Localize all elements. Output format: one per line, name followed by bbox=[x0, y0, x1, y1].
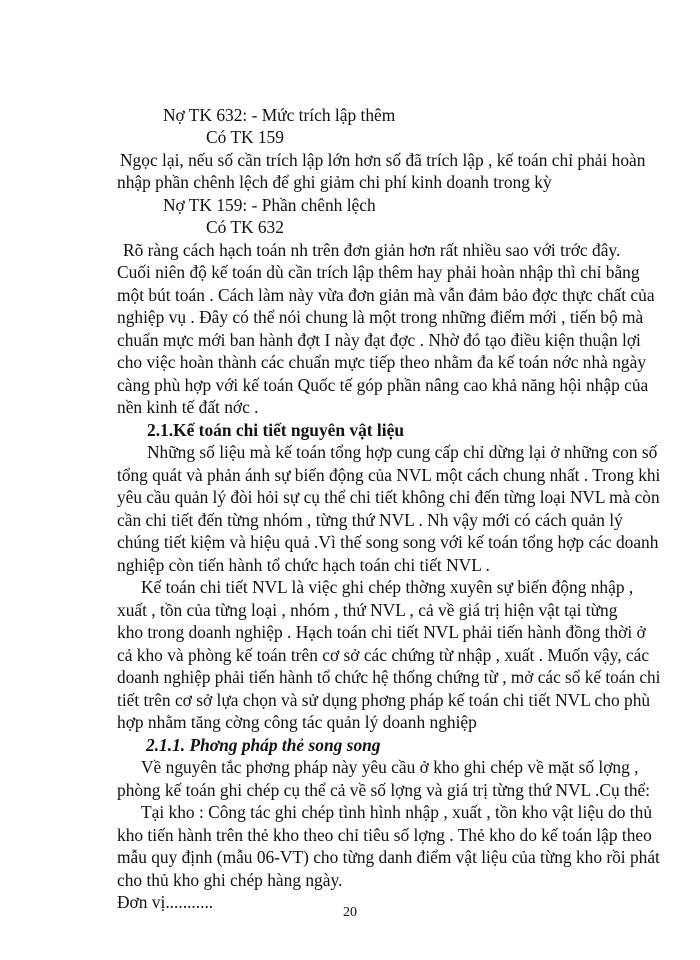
text-line: Rõ ràng cách hạch toán nh trên đơn giản hơn rất nhiều sao với trớc đây. bbox=[123, 240, 621, 260]
text-line: yêu cầu quản lý đòi hỏi sự cụ thể chi tiết không chỉ đến từng loại NVL mà còn bbox=[117, 487, 660, 507]
text-line: mẫu quy định (mẫu 06-VT) cho từng danh điểm vật liệu của từng kho rồi phát bbox=[117, 847, 660, 867]
text-line: cả kho và phòng kế toán trên cơ sở các chứng từ nhập , xuất . Muốn vậy, các bbox=[117, 645, 650, 665]
text-line: tiết trên cơ sở lựa chọn và sử dụng phơng pháp kế toán chi tiết NVL cho phù bbox=[117, 690, 651, 710]
text-line: chúng tiết kiệm và hiệu quả .Vì thế song song với kế toán tổng hợp các doanh bbox=[117, 532, 659, 552]
text-line: Có TK 159 bbox=[206, 127, 284, 147]
text-line: Kế toán chi tiết NVL là việc ghi chép thờng xuyên sự biến động nhập , bbox=[141, 577, 634, 597]
text-line: kho trong doanh nghiệp . Hạch toán chi tiết NVL phải tiến hành đồng thời ở bbox=[117, 622, 646, 642]
text-line: phòng kế toán ghi chép cụ thể cả về số lợng và giá trị từng thứ NVL .Cụ thể: bbox=[117, 780, 651, 800]
text-line: Có TK 632 bbox=[206, 217, 284, 237]
text-line: hợp nhằm tăng cờng công tác quản lý doanh nghiệp bbox=[117, 712, 477, 732]
subsection-heading: 2.1.1. Phơng pháp thẻ song song bbox=[146, 735, 381, 755]
text-line: Cuối niên độ kế toán dù cần trích lập thêm hay phải hoàn nhập thì chỉ bằng bbox=[117, 262, 640, 282]
text-line: kho tiến hành trên thẻ kho theo chỉ tiêu số lợng . Thẻ kho do kế toán lập theo bbox=[117, 825, 652, 845]
text-line: chuẩn mực mới ban hành đợt I này đạt đợc . Nhờ đó tạo điều kiện thuận lợi bbox=[117, 330, 641, 350]
text-line: tổng quát và phản ánh sự biến động của NVL một cách chung nhất . Trong khi bbox=[117, 465, 661, 485]
text-line: Ngọc lại, nếu số cần trích lập lớn hơn số đã trích lập , kế toán chỉ phải hoàn bbox=[120, 150, 646, 170]
text-line: cho thủ kho ghi chép hàng ngày. bbox=[117, 870, 343, 890]
text-line: Những số liệu mà kế toán tổng hợp cung cấp chỉ dừng lại ở những con số bbox=[147, 442, 658, 462]
text-line: cho việc hoàn thành các chuẩn mực tiếp theo nhằm đa kế toán nớc nhà ngày bbox=[117, 352, 647, 372]
text-line: nền kinh tế đất nớc . bbox=[117, 397, 259, 417]
text-line: càng phù hợp với kế toán Quốc tế góp phần nâng cao khả năng hội nhập của bbox=[117, 375, 649, 395]
text-line: nghiệp còn tiến hành tổ chức hạch toán chi tiết NVL . bbox=[117, 555, 490, 575]
text-line: doanh nghiệp phải tiến hành tổ chức hệ thống chứng từ , mở các sổ kế toán chi bbox=[117, 667, 661, 687]
text-line: một bút toán . Cách làm này vừa đơn giản mà vẫn đảm bảo đợc thực chất của bbox=[117, 285, 655, 305]
text-line: cần chi tiết đến từng nhóm , từng thứ NVL . Nh vậy mới có cách quản lý bbox=[117, 510, 623, 530]
text-line: Tại kho : Công tác ghi chép tình hình nhập , xuất , tồn kho vật liệu do thủ bbox=[141, 802, 653, 822]
text-line: Nợ TK 632: - Mức trích lập thêm bbox=[163, 105, 396, 125]
text-line: Đơn vị........... bbox=[117, 892, 214, 912]
text-line: nhập phần chênh lệch để ghi giảm chi phí kinh doanh trong kỳ bbox=[117, 172, 552, 192]
text-line: Nợ TK 159: - Phần chênh lệch bbox=[163, 195, 376, 215]
text-line: nghiệp vụ . Đây có thể nói chung là một trong những điểm mới , tiến bộ mà bbox=[117, 307, 644, 327]
text-line: xuất , tồn của từng loại , nhóm , thứ NVL , cả về giá trị hiện vật tại từng bbox=[117, 600, 618, 620]
text-line: Về nguyên tắc phơng pháp này yêu cầu ở kho ghi chép về mặt số lợng , bbox=[141, 757, 639, 777]
section-heading: 2.1.Kế toán chi tiết nguyên vật liệu bbox=[147, 420, 404, 440]
page-number: 20 bbox=[343, 905, 357, 920]
